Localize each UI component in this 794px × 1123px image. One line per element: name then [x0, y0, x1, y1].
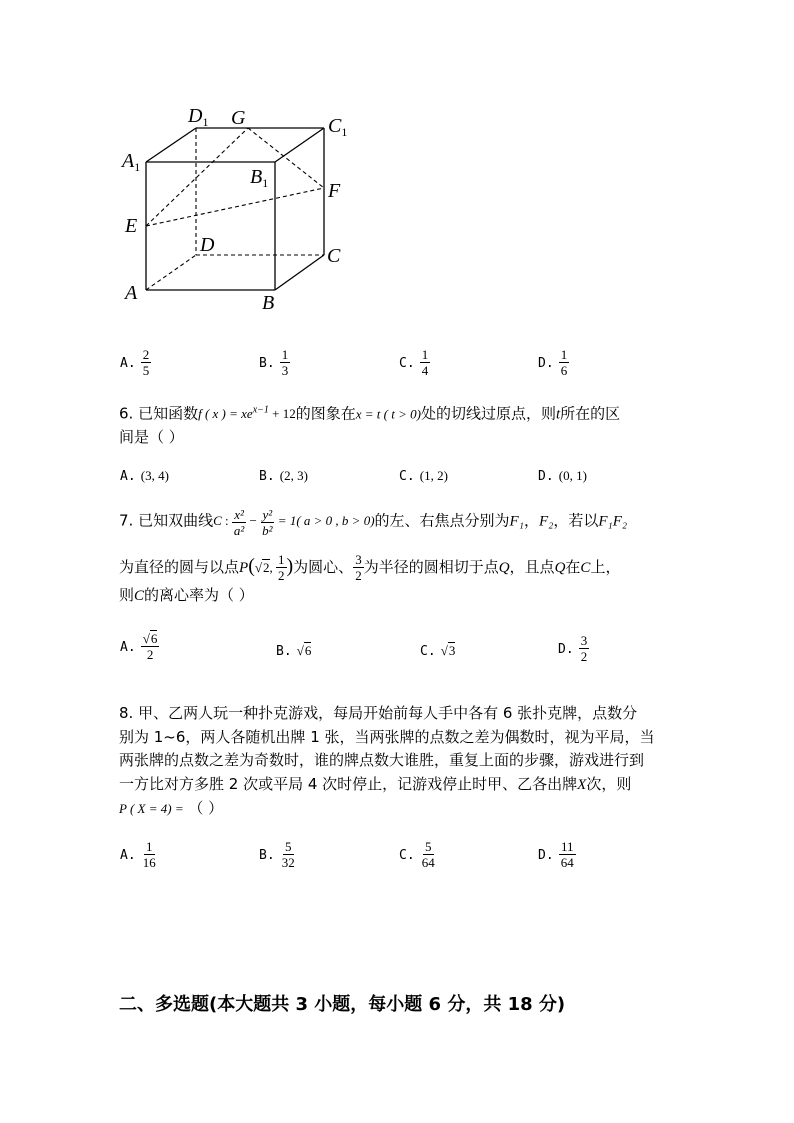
- label-G: G: [231, 107, 246, 129]
- fraction: $\frac{2}{5}$: [142, 347, 150, 378]
- label-C1: $C_1$: [328, 115, 348, 139]
- option-label: D.: [538, 356, 554, 371]
- function-expression: f ( x ) = $xe^{x-1} + 12$: [198, 405, 296, 422]
- segment-E-F: [146, 188, 324, 226]
- label-D: D: [200, 234, 215, 256]
- q5-option-a[interactable]: [120, 348, 151, 377]
- section-heading-multiple-choice: 二、多选题(本大题共 3 小题，每小题 6 分，共 18 分): [119, 994, 566, 1015]
- q7-option-c[interactable]: C. √3: [420, 643, 456, 659]
- q5-option-c[interactable]: [399, 348, 430, 377]
- edge-A-D-hidden: [146, 255, 196, 290]
- question-7-stem-line1: 7. 已知双曲线C : $\frac{\text{x²}}{\text{a²}}$ − $\frac{\text{y²}}{\text{b²}}$ = 1( a > 0 , b > 0)的左、右焦点分别为F₁，F₂，若以F₁F₂: [119, 507, 628, 538]
- label-A: A: [125, 282, 138, 304]
- tangent-condition: x = t ( t > 0): [355, 406, 421, 422]
- label-E: E: [125, 215, 138, 237]
- cube-figure: [110, 95, 360, 320]
- question-6-stem-line2: 间是（ ）: [119, 428, 184, 446]
- q6-option-a[interactable]: A. (3, 4): [120, 468, 169, 484]
- edge-B-C: [275, 255, 324, 290]
- option-label: B.: [259, 356, 275, 371]
- label-A1: $A_1$: [122, 150, 141, 174]
- q8-option-a[interactable]: A. $\frac{1}{16}$: [120, 839, 156, 870]
- label-F: F: [328, 180, 341, 202]
- option-label: A.: [120, 356, 136, 371]
- question-7-stem-line2: 为直径的圆与以点P(√2, $\frac{1}{2}$ )为圆心、 $\frac{3}{2}$ 为半径的圆相切于点Q，且点Q在C上，: [119, 552, 621, 583]
- edge-A1-D1: [146, 128, 196, 162]
- q7-option-d[interactable]: D. $\frac{3}{2}$: [558, 633, 588, 664]
- q5-option-d[interactable]: [538, 348, 569, 377]
- q5-option-b[interactable]: [259, 348, 290, 377]
- q8-option-b[interactable]: B. $\frac{5}{32}$: [259, 839, 295, 870]
- label-C: C: [327, 245, 341, 267]
- q7-option-a[interactable]: A. $\frac{√6}{2}$: [120, 631, 158, 662]
- question-8-stem: 8. 甲、乙两人玩一种扑克游戏，每局开始前每人手中各有 6 张扑克牌，点数分 别为 1~6，两人各随机出牌 1 张，当两张牌的点数之差为偶数时，视为平局，当 两张牌的点数之差为奇数时，谁的牌点数大谁胜，重复上面的步骤，游戏进行到 一方比对方多胜 2 次或平局 4 次时停止，记游戏停止时甲、乙各出牌X次，则 P ( X = 4) = （ ）: [119, 704, 655, 817]
- fraction: $\frac{1}{3}$: [281, 347, 289, 378]
- question-6-stem: 6. 已知函数f ( x ) = $xe^{x-1} + 12$的图象在x = t ( t > 0)处的切线过原点，则t所在的区: [119, 404, 621, 423]
- q6-option-b[interactable]: B. (2, 3): [259, 468, 308, 484]
- hyperbola-equation: C : $\frac{\text{x²}}{\text{a²}}$ − $\frac{\text{y²}}{\text{b²}}$ = 1( a > 0 , b > 0): [213, 507, 375, 538]
- option-label: C.: [399, 356, 415, 371]
- q7-option-b[interactable]: B. √6: [276, 643, 312, 659]
- segment-E-G: [146, 128, 248, 226]
- question-7-stem-line3: 则C的离心率为（ ）: [119, 586, 254, 604]
- q6-option-d[interactable]: D. (0, 1): [538, 468, 587, 484]
- q8-option-d[interactable]: D. $\frac{11}{64}$: [538, 839, 574, 870]
- fraction: $\frac{1}{4}$: [421, 347, 429, 378]
- label-B1: $B_1$: [250, 166, 269, 190]
- label-B: B: [262, 292, 275, 314]
- fraction: $\frac{1}{6}$: [560, 347, 568, 378]
- q8-option-c[interactable]: C. $\frac{5}{64}$: [399, 839, 435, 870]
- q6-option-c[interactable]: C. (1, 2): [399, 468, 448, 484]
- label-D1: $D_1$: [188, 105, 209, 129]
- edge-B1-C1: [275, 128, 324, 162]
